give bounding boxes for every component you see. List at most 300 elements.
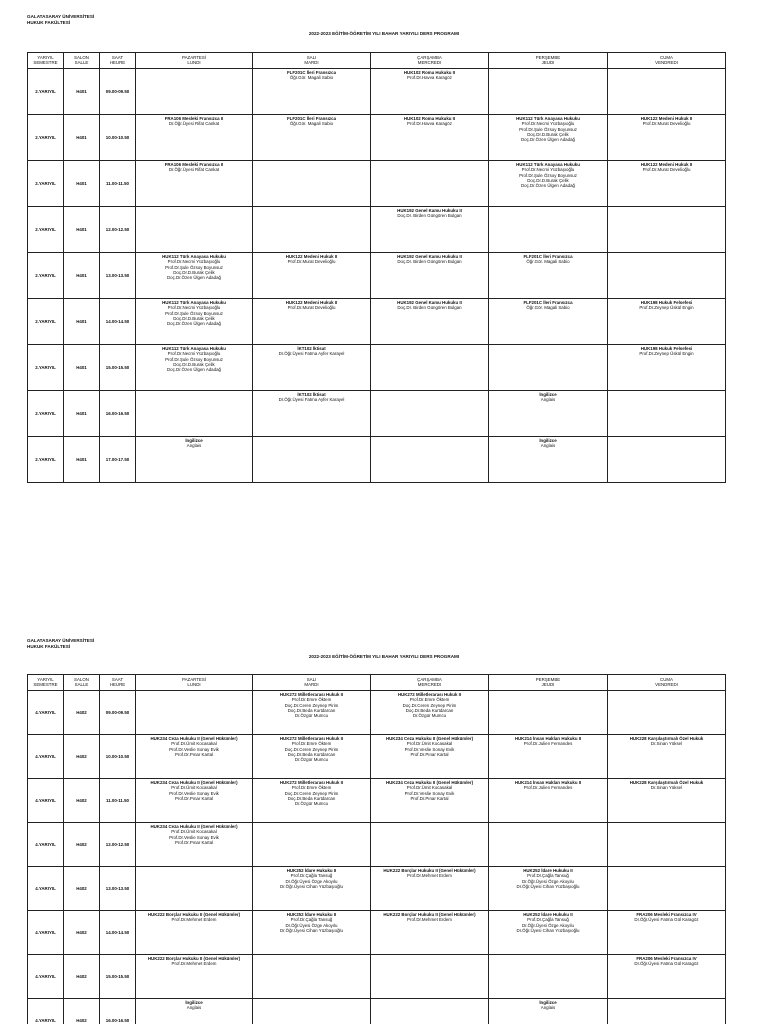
column-header-tr: SALON xyxy=(74,677,89,682)
table-row xyxy=(28,910,726,954)
column-header-fr: LUNDI xyxy=(187,60,201,66)
course-cell xyxy=(371,778,489,822)
table-row xyxy=(28,690,726,734)
course-title: HUK112 Türk Anayasa Hukuku xyxy=(162,299,226,305)
column-header xyxy=(371,675,489,691)
course-cell xyxy=(608,998,726,1024)
course-title: HUK252 İdare Hukuku II xyxy=(286,911,337,917)
course-title: HUK192 Genel Kamu Hukuku II xyxy=(397,207,462,213)
course-cell xyxy=(371,206,489,252)
course-cell xyxy=(253,160,371,206)
instructor-name: Dr.Öğr.Üyesi Cihan Yüzbaşıoğlu xyxy=(280,928,343,934)
course-cell xyxy=(489,390,608,436)
instructor-name: Anglais xyxy=(540,443,556,449)
instructor-name: Prof.Dr.Emre Öktem xyxy=(291,785,332,791)
course-title: HUK272 Milletlerarası Hukuk II xyxy=(279,691,344,697)
instructor-name: Dr.Öğr.Üyesi Fatma Ayfer Karayel xyxy=(278,397,345,403)
column-header-fr: HEURE xyxy=(109,682,126,688)
course-cell xyxy=(136,68,253,114)
course-cell xyxy=(608,866,726,910)
column-header-tr: SALON xyxy=(74,55,89,60)
instructor-name: Prof.Dr.Pınar Kartal xyxy=(174,796,214,802)
course-title: HUK122 Medeni Hukuk II xyxy=(285,299,338,305)
faculty-name-1: HUKUK FAKÜLTESİ xyxy=(27,20,71,25)
course-cell xyxy=(489,68,608,114)
faculty-name-2: HUKUK FAKÜLTESİ xyxy=(27,644,71,649)
course-title: FLF201C İleri Fransızca xyxy=(523,299,573,305)
instructor-name: Prof.Dr.Şule Özsoy Boyunsuz xyxy=(165,356,223,362)
column-header-tr: YARIYIL xyxy=(37,677,54,682)
instructor-name: Anglais xyxy=(540,1005,556,1011)
schedule-title-2: 2022-2023 EĞİTİM-ÖĞRETİM YILI BAHAR YARIYILI DERS PROGRAMI xyxy=(308,654,460,659)
course-title: HUK102 Roma Hukuku II xyxy=(403,115,456,121)
column-header-tr: ÇARŞAMBA xyxy=(417,55,442,60)
course-cell xyxy=(489,252,608,298)
course-title: HUK112 Türk Anayasa Hukuku xyxy=(516,115,580,121)
column-header-tr: SALI xyxy=(306,677,317,682)
course-cell xyxy=(253,954,371,998)
course-cell xyxy=(608,344,726,390)
column-header-tr: CUMA xyxy=(660,677,673,682)
course-cell xyxy=(608,822,726,866)
instructor-name: Doç.Dr.Ceren Zeynep Pirim xyxy=(284,746,339,752)
course-cell xyxy=(608,690,726,734)
university-name-1: GALATASARAY ÜNİVERSİTESİ xyxy=(27,14,95,19)
row-semester: 2.YARIYIL xyxy=(28,298,64,344)
instructor-name: Doç.Dr.Beda Kurtdarcan xyxy=(287,752,336,758)
course-title: İKT102 İktisat xyxy=(297,391,326,397)
instructor-name: Prof.Dr.Necmi Yüzbaşıoğlu xyxy=(521,121,575,127)
column-header-fr: VENDREDI xyxy=(655,60,678,66)
table-row xyxy=(28,866,726,910)
table-row xyxy=(28,778,726,822)
instructor-name: Dr.Öğr.Üyesi Özge Akoyılu xyxy=(522,878,574,884)
course-cell xyxy=(489,436,608,482)
instructor-name: Doç.Dr.Ceren Zeynep Pirim xyxy=(284,790,339,796)
course-cell xyxy=(489,954,608,998)
column-header xyxy=(253,53,371,69)
instructor-name: Prof.Dr.Emre Öktem xyxy=(409,697,450,703)
column-header-tr: SAAT xyxy=(111,55,124,60)
course-title: FRA206 Mesleki Fransızca IV xyxy=(636,911,697,917)
course-title: HUK252 İdare Hukuku II xyxy=(286,867,337,873)
table-row xyxy=(28,822,726,866)
course-cell xyxy=(253,344,371,390)
table-header-row xyxy=(28,53,726,69)
instructor-name: Prof.Dr.Murat Develioğlu xyxy=(642,167,691,173)
column-header-fr: MARDI xyxy=(304,60,319,66)
row-time: 15.00-15.50 xyxy=(100,344,136,390)
instructor-name: Anglais xyxy=(186,443,202,449)
row-semester: 2.YARIYIL xyxy=(28,252,64,298)
instructor-name: Dr.Öğr.Üyesi Fatma Gül Karagöz xyxy=(634,961,699,967)
instructor-name: Prof.Dr.Murat Develioğlu xyxy=(287,259,336,265)
course-cell xyxy=(371,298,489,344)
instructor-name: Prof.Dr.Veslie Sonay Evik xyxy=(404,746,455,752)
table-row xyxy=(28,206,726,252)
row-room: H401 xyxy=(64,114,100,160)
instructor-name: Doç.Dr.D.Burak Çelik xyxy=(173,316,215,322)
course-title: HUK192 Genel Kamu Hukuku II xyxy=(397,253,462,259)
instructor-name: Prof.Dr.Ümit Kocasakal xyxy=(171,785,217,791)
instructor-name: Doç.Dr.D.Burak Çelik xyxy=(173,362,215,368)
instructor-name: Prof.Dr.Veslie Sonay Evik xyxy=(169,790,219,796)
course-title: HUK272 Milletlerarası Hukuk II xyxy=(279,735,344,741)
column-header-tr: SALI xyxy=(306,55,317,60)
instructor-name: Anglais xyxy=(540,397,556,403)
instructor-name: Prof.Dr.Necmi Yüzbaşıoğlu xyxy=(167,305,221,311)
course-cell xyxy=(136,390,253,436)
course-cell xyxy=(253,998,371,1024)
column-header-fr: SALLE xyxy=(74,682,89,688)
row-semester: 2.YARIYIL xyxy=(28,436,64,482)
course-title: İngilizce xyxy=(185,999,203,1005)
column-header xyxy=(371,53,489,69)
instructor-name: Prof.Dr.Emre Öktem xyxy=(291,741,332,747)
course-title: HUK222 Borçlar Hukuku II (Genel Hükümler) xyxy=(383,911,476,917)
row-room: H402 xyxy=(64,778,100,822)
course-title: HUK252 İdare Hukuku II xyxy=(523,911,573,917)
table-row xyxy=(28,298,726,344)
course-cell xyxy=(489,298,608,344)
row-room: H402 xyxy=(64,866,100,910)
column-header xyxy=(64,53,100,69)
course-title: İngilizce xyxy=(539,999,557,1005)
course-cell xyxy=(136,954,253,998)
instructor-name: Dr.Öğr.Üyesi Özge Akoyılu xyxy=(285,922,338,928)
instructor-name: Prof.Dr.Zeynep Üskül Engin xyxy=(639,351,694,357)
column-header-tr: CUMA xyxy=(660,55,673,60)
row-room: H402 xyxy=(64,822,100,866)
instructor-name: Öğr.Gör. Magali Sabio xyxy=(526,305,570,311)
row-semester: 4.YARIYIL xyxy=(28,866,64,910)
table-row xyxy=(28,68,726,114)
instructor-name: Doç.Dr.Özen Ülgen Adadağ xyxy=(167,367,221,373)
course-title: HUK192 Genel Kamu Hukuku II xyxy=(397,299,462,305)
instructor-name: Prof.Dr.Julien Fernandes xyxy=(523,741,573,747)
course-cell xyxy=(371,344,489,390)
instructor-name: Öğr.Gör. Magali Sabio xyxy=(526,259,570,265)
course-cell xyxy=(371,160,489,206)
course-title: HUK222 Borçlar Hukuku II (Genel Hükümler) xyxy=(147,955,241,961)
course-title: HUK252 İdare Hukuku II xyxy=(523,867,573,873)
row-room: H401 xyxy=(64,252,100,298)
course-cell xyxy=(136,298,253,344)
row-time: 14.00-14.50 xyxy=(100,910,136,954)
course-title: FLF201C İleri Fransızca xyxy=(286,69,337,75)
course-title: HUK102 Roma Hukuku II xyxy=(403,69,456,75)
table-row xyxy=(28,436,726,482)
row-time: 12.00-12.50 xyxy=(100,206,136,252)
instructor-name: Prof.Dr.Ümit Kocasakal xyxy=(406,741,453,747)
instructor-name: Doç.Dr. Birden Güngören Bulgan xyxy=(397,259,462,265)
column-header-fr: LUNDI xyxy=(187,682,201,688)
instructor-name: Prof.Dr.Pınar Kartal xyxy=(174,752,214,758)
course-title: HUK198 Hukuk Felsefesi xyxy=(640,345,693,351)
row-time: 12.00-12.50 xyxy=(100,822,136,866)
course-title: İngilizce xyxy=(539,391,557,397)
column-header xyxy=(100,675,136,691)
course-title: HUK272 Milletlerarası Hukuk II xyxy=(397,691,462,697)
column-header xyxy=(136,53,253,69)
instructor-name: Doç.Dr.Beda Kurtdarcan xyxy=(405,708,454,714)
course-cell xyxy=(371,114,489,160)
table-row xyxy=(28,114,726,160)
table-row xyxy=(28,252,726,298)
column-header xyxy=(64,675,100,691)
schedule-title-1: 2022-2023 EĞİTİM-ÖĞRETİM YILI BAHAR YARIYILI DERS PROGRAMI xyxy=(308,31,460,36)
course-title: HUK234 Ceza Hukuku II (Genel Hükümler) xyxy=(385,779,474,785)
course-cell xyxy=(371,390,489,436)
instructor-name: Dr.Öğr.Üyesi Fatma Ayfer Karayel xyxy=(278,351,345,357)
row-time: 15.00-15.50 xyxy=(100,954,136,998)
instructor-name: Doç.Dr. Birden Güngören Bulgan xyxy=(397,305,462,311)
instructor-name: Prof.Dr.Pınar Kartal xyxy=(174,840,214,846)
row-room: H401 xyxy=(64,206,100,252)
course-cell xyxy=(136,252,253,298)
university-name-2: GALATASARAY ÜNİVERSİTESİ xyxy=(27,638,95,643)
course-cell xyxy=(371,436,489,482)
table-header-row xyxy=(28,675,726,691)
course-title: FRA106 Mesleki Fransızca II xyxy=(164,115,224,121)
row-semester: 2.YARIYIL xyxy=(28,344,64,390)
course-cell xyxy=(136,822,253,866)
column-header-tr: YARIYIL xyxy=(37,55,54,60)
instructor-name: Öğr.Gör. Magali Sabio xyxy=(289,75,334,81)
table-row xyxy=(28,344,726,390)
column-header-fr: MERCREDI xyxy=(417,682,442,688)
instructor-name: Prof.Dr.Veslie Sonay Evik xyxy=(169,834,219,840)
column-header-tr: ÇARŞAMBA xyxy=(417,677,442,682)
course-cell xyxy=(489,910,608,954)
column-header xyxy=(253,675,371,691)
course-title: HUK214 İnsan Hakları Hukuku II xyxy=(514,779,582,785)
course-cell xyxy=(371,998,489,1024)
course-cell xyxy=(608,778,726,822)
course-cell xyxy=(608,734,726,778)
course-cell xyxy=(608,114,726,160)
column-header xyxy=(489,675,608,691)
instructor-name: Prof.Dr.Mehmet Erdem xyxy=(407,917,452,923)
row-room: H401 xyxy=(64,160,100,206)
course-cell xyxy=(253,206,371,252)
course-cell xyxy=(489,690,608,734)
course-cell xyxy=(489,822,608,866)
course-title: HUK234 Ceza Hukuku II (Genel Hükümler) xyxy=(150,779,238,785)
row-semester: 2.YARIYIL xyxy=(28,206,64,252)
row-semester: 4.YARIYIL xyxy=(28,998,64,1024)
instructor-name: Doç.Dr.D.Burak Çelik xyxy=(173,270,215,276)
table-row xyxy=(28,390,726,436)
course-title: HUK272 Milletlerarası Hukuk II xyxy=(279,779,344,785)
column-header-fr: VENDREDI xyxy=(655,682,678,688)
instructor-name: Prof.Dr.Necmi Yüzbaşıoğlu xyxy=(167,259,221,265)
instructor-name: Dr.Özgür Mumcu xyxy=(412,713,447,719)
row-semester: 2.YARIYIL xyxy=(28,160,64,206)
course-cell xyxy=(253,690,371,734)
column-header xyxy=(608,53,726,69)
instructor-name: Dr.Özgür Mumcu xyxy=(294,801,329,807)
row-room: H402 xyxy=(64,998,100,1024)
course-cell xyxy=(253,822,371,866)
row-time: 13.00-13.50 xyxy=(100,252,136,298)
instructor-name: Prof.Dr.Murat Develioğlu xyxy=(287,305,336,311)
row-room: H402 xyxy=(64,910,100,954)
course-cell xyxy=(489,114,608,160)
instructor-name: Prof.Dr.Çağla Tansuğ xyxy=(527,873,569,879)
course-title: HUK112 Türk Anayasa Hukuku xyxy=(162,253,226,259)
course-cell xyxy=(608,954,726,998)
course-cell xyxy=(253,298,371,344)
course-cell xyxy=(371,822,489,866)
instructor-name: Prof.Dr.Çağla Tansuğ xyxy=(290,873,333,879)
course-title: HUK228 Karşılaştırmalı Özel Hukuk xyxy=(629,779,704,785)
instructor-name: Prof.Dr.Şule Özsoy Boyunsuz xyxy=(519,126,577,132)
course-cell xyxy=(136,206,253,252)
row-semester: 4.YARIYIL xyxy=(28,778,64,822)
course-cell xyxy=(489,206,608,252)
course-cell xyxy=(489,160,608,206)
course-cell xyxy=(489,866,608,910)
course-cell xyxy=(608,206,726,252)
course-cell xyxy=(489,344,608,390)
instructor-name: Prof.Dr.Emre Öktem xyxy=(291,697,332,703)
row-semester: 4.YARIYIL xyxy=(28,822,64,866)
row-time: 10.00-10.50 xyxy=(100,734,136,778)
column-header-fr: MARDI xyxy=(304,682,319,688)
instructor-name: Doç.Dr.Özen Ülgen Adadağ xyxy=(521,137,575,143)
row-room: H401 xyxy=(64,390,100,436)
column-header-fr: SALLE xyxy=(74,60,89,66)
course-cell xyxy=(136,436,253,482)
course-cell xyxy=(371,252,489,298)
schedule-table-semester-4 xyxy=(27,674,726,1024)
instructor-name: Dr.Öğr.Üyesi Özge Akoyılu xyxy=(285,878,338,884)
instructor-name: Doç.Dr.Özen Ülgen Adadağ xyxy=(167,275,221,281)
course-title: İngilizce xyxy=(539,437,557,443)
course-title: HUK112 Türk Anayasa Hukuku xyxy=(162,345,226,351)
instructor-name: Dr.Öğr.Üyesi Rifat Cankat xyxy=(168,167,220,173)
row-time: 11.00-11.50 xyxy=(100,160,136,206)
course-title: HUK222 Borçlar Hukuku II (Genel Hükümler) xyxy=(147,911,241,917)
column-header xyxy=(100,53,136,69)
course-cell xyxy=(253,866,371,910)
row-semester: 4.YARIYIL xyxy=(28,690,64,734)
course-title: HUK214 İnsan Hakları Hukuku II xyxy=(514,735,582,741)
course-cell xyxy=(253,114,371,160)
course-cell xyxy=(136,998,253,1024)
column-header-fr: SEMESTRE xyxy=(33,60,58,66)
instructor-name: Prof.Dr.Mehmet Erdem xyxy=(171,961,217,967)
column-header xyxy=(136,675,253,691)
course-cell xyxy=(253,68,371,114)
instructor-name: Anglais xyxy=(186,1005,202,1011)
row-time: 13.00-13.50 xyxy=(100,866,136,910)
instructor-name: Prof.Dr.Necmi Yüzbaşıoğlu xyxy=(521,167,575,173)
instructor-name: Prof.Dr.Pınar Kartal xyxy=(410,796,449,802)
course-cell xyxy=(371,690,489,734)
instructor-name: Prof.Dr.Zeynep Üskül Engin xyxy=(639,305,694,311)
column-header-fr: MERCREDI xyxy=(417,60,442,66)
column-header-tr: PERŞEMBE xyxy=(535,55,561,60)
column-header-tr: SAAT xyxy=(111,677,124,682)
course-title: İKT102 İktisat xyxy=(297,345,326,351)
course-cell xyxy=(608,68,726,114)
instructor-name: Prof.Dr.Mehmet Erdem xyxy=(407,873,452,879)
instructor-name: Prof.Dr.Murat Develioğlu xyxy=(642,121,691,127)
instructor-name: Dr.Öğr.Üyesi Cihan Yüzbaşıoğlu xyxy=(516,928,580,934)
column-header xyxy=(28,675,64,691)
instructor-name: Dr.Özgür Mumcu xyxy=(294,757,329,763)
row-semester: 2.YARIYIL xyxy=(28,68,64,114)
course-cell xyxy=(608,160,726,206)
course-title: HUK234 Ceza Hukuku II (Genel Hükümler) xyxy=(385,735,474,741)
course-cell xyxy=(253,436,371,482)
course-cell xyxy=(489,998,608,1024)
course-cell xyxy=(608,252,726,298)
course-title: HUK222 Borçlar Hukuku II (Genel Hükümler) xyxy=(383,867,476,873)
row-room: H401 xyxy=(64,298,100,344)
column-header-fr: JEUDI xyxy=(541,682,555,688)
course-cell xyxy=(608,298,726,344)
instructor-name: Dr.Öğr.Üyesi Rifat Cankat xyxy=(168,121,220,127)
course-cell xyxy=(489,734,608,778)
instructor-name: Doç.Dr.Ceren Zeynep Pirim xyxy=(402,702,457,708)
course-cell xyxy=(253,910,371,954)
course-cell xyxy=(253,734,371,778)
course-cell xyxy=(371,866,489,910)
row-room: H402 xyxy=(64,954,100,998)
course-cell xyxy=(371,954,489,998)
course-title: HUK122 Medeni Hukuk II xyxy=(640,115,693,121)
instructor-name: Doç.Dr.D.Burak Çelik xyxy=(527,178,569,184)
course-title: HUK122 Medeni Hukuk II xyxy=(285,253,338,259)
row-time: 10.00-10.50 xyxy=(100,114,136,160)
instructor-name: Prof.Dr.Çağla Tansuğ xyxy=(527,917,569,923)
column-header xyxy=(489,53,608,69)
table-row xyxy=(28,998,726,1024)
column-header-fr: SEMESTRE xyxy=(33,682,58,688)
instructor-name: Prof.Dr.Necmi Yüzbaşıoğlu xyxy=(167,351,221,357)
course-title: FRA106 Mesleki Fransızca II xyxy=(164,161,224,167)
instructor-name: Prof.Dr.Havva Karagöz xyxy=(407,121,452,127)
instructor-name: Doç.Dr.Özen Ülgen Adadağ xyxy=(521,183,575,189)
course-cell xyxy=(136,344,253,390)
course-cell xyxy=(136,778,253,822)
instructor-name: Doç.Dr.D.Burak Çelik xyxy=(527,132,569,138)
table-row xyxy=(28,734,726,778)
row-room: H401 xyxy=(64,436,100,482)
instructor-name: Prof.Dr.Şule Özsoy Boyunsuz xyxy=(519,172,577,178)
instructor-name: Prof.Dr.Çağla Tansuğ xyxy=(290,917,333,923)
instructor-name: Prof.Dr.Mehmet Erdem xyxy=(171,917,217,923)
course-cell xyxy=(608,910,726,954)
instructor-name: Doç.Dr. Birden Güngören Bulgan xyxy=(397,213,462,219)
course-cell xyxy=(136,866,253,910)
row-time: 09.00-09.50 xyxy=(100,68,136,114)
instructor-name: Prof.Dr.Julien Fernandes xyxy=(523,785,573,791)
table-row xyxy=(28,160,726,206)
course-cell xyxy=(371,68,489,114)
table-row xyxy=(28,954,726,998)
instructor-name: Prof.Dr.Şule Özsoy Boyunsuz xyxy=(165,310,223,316)
column-header-fr: HEURE xyxy=(109,60,126,66)
row-room: H401 xyxy=(64,344,100,390)
row-semester: 2.YARIYIL xyxy=(28,390,64,436)
column-header xyxy=(28,53,64,69)
row-room: H401 xyxy=(64,68,100,114)
course-title: FLF201C İleri Fransızca xyxy=(286,115,337,121)
